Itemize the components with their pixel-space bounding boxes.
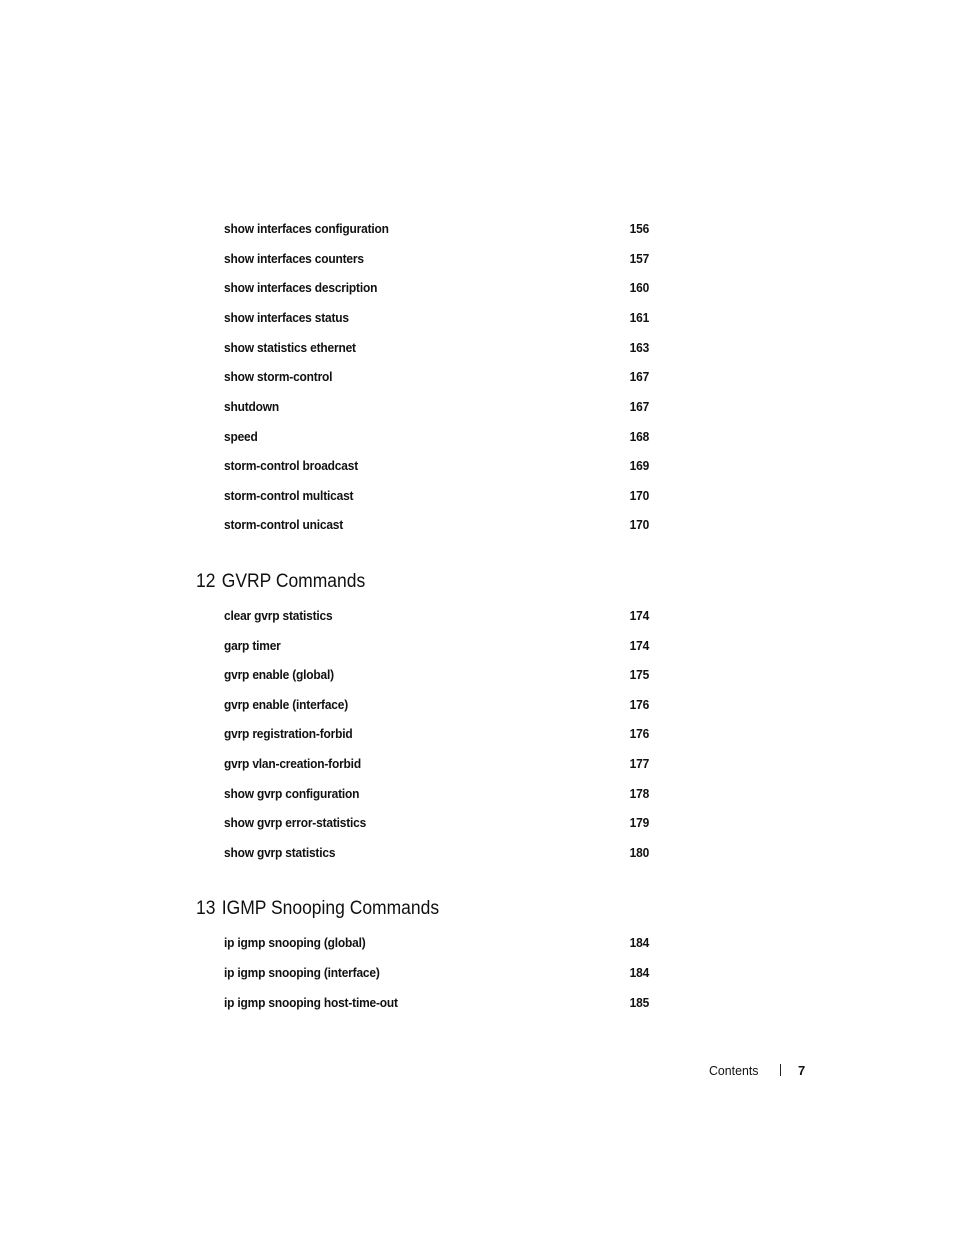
toc-entry[interactable] bbox=[224, 426, 649, 446]
toc-entry-title: gvrp registration-forbid bbox=[224, 725, 353, 741]
toc-entry-title: gvrp enable (global) bbox=[224, 666, 334, 682]
toc-entry[interactable] bbox=[224, 753, 649, 773]
toc-entry-page: 170 bbox=[629, 487, 650, 503]
toc-entry-page: 156 bbox=[629, 220, 650, 236]
chapter-title: IGMP Snooping Commands bbox=[221, 898, 440, 919]
toc-entry[interactable] bbox=[224, 664, 649, 684]
toc-entry[interactable] bbox=[224, 396, 649, 416]
toc-entry[interactable] bbox=[224, 337, 649, 357]
toc-entry-title: show interfaces configuration bbox=[224, 220, 389, 236]
toc-entry-title: show gvrp configuration bbox=[224, 785, 360, 801]
toc-entry-title: speed bbox=[224, 428, 258, 444]
toc-entry[interactable] bbox=[224, 514, 649, 534]
footer-label: Contents bbox=[709, 1062, 759, 1078]
toc-entry-title: show storm-control bbox=[224, 368, 333, 384]
toc-entry-title: show interfaces status bbox=[224, 309, 349, 325]
footer-divider bbox=[780, 1064, 781, 1076]
chapter-number: 13 bbox=[196, 898, 216, 919]
toc-entry-title: ip igmp snooping (interface) bbox=[224, 964, 380, 980]
toc-entry-page: 179 bbox=[629, 814, 650, 830]
chapter-heading[interactable] bbox=[196, 896, 439, 922]
toc-entry-page: 185 bbox=[629, 994, 650, 1010]
chapter-heading[interactable] bbox=[196, 569, 365, 595]
toc-entry-title: gvrp enable (interface) bbox=[224, 696, 349, 712]
toc-entry-page: 176 bbox=[629, 725, 650, 741]
toc-entry-page: 184 bbox=[629, 964, 650, 980]
toc-entry-title: show interfaces description bbox=[224, 279, 378, 295]
toc-entry[interactable] bbox=[224, 992, 649, 1012]
toc-entry-page: 163 bbox=[629, 339, 650, 355]
toc-entry-page: 161 bbox=[629, 309, 650, 325]
toc-entry-page: 157 bbox=[629, 250, 650, 266]
toc-entry-page: 180 bbox=[629, 844, 650, 860]
toc-entry[interactable] bbox=[224, 605, 649, 625]
toc-entry[interactable] bbox=[224, 812, 649, 832]
toc-entry-title: storm-control unicast bbox=[224, 516, 344, 532]
toc-entry-page: 168 bbox=[629, 428, 650, 444]
toc-entry-title: garp timer bbox=[224, 637, 281, 653]
toc-entry[interactable] bbox=[224, 277, 649, 297]
toc-entry[interactable] bbox=[224, 962, 649, 982]
toc-entry[interactable] bbox=[224, 783, 649, 803]
toc-entry[interactable] bbox=[224, 218, 649, 238]
toc-entry-page: 175 bbox=[629, 666, 650, 682]
toc-entry[interactable] bbox=[224, 723, 649, 743]
toc-entry[interactable] bbox=[224, 694, 649, 714]
toc-entry-title: ip igmp snooping (global) bbox=[224, 934, 366, 950]
page-number: 7 bbox=[798, 1062, 806, 1078]
toc-entry-title: show statistics ethernet bbox=[224, 339, 356, 355]
toc-entry-title: show gvrp error-statistics bbox=[224, 814, 367, 830]
toc-entry-page: 177 bbox=[629, 755, 650, 771]
toc-entry[interactable] bbox=[224, 485, 649, 505]
toc-entry-title: storm-control multicast bbox=[224, 487, 354, 503]
toc-entry-page: 174 bbox=[629, 637, 650, 653]
chapter-title: GVRP Commands bbox=[221, 571, 366, 592]
toc-entry-title: clear gvrp statistics bbox=[224, 607, 333, 623]
toc-entry-page: 170 bbox=[629, 516, 650, 532]
chapter-number: 12 bbox=[196, 571, 216, 592]
toc-entry-title: show gvrp statistics bbox=[224, 844, 336, 860]
toc-entry-title: shutdown bbox=[224, 398, 279, 414]
toc-entry-title: ip igmp snooping host-time-out bbox=[224, 994, 398, 1010]
page-footer bbox=[709, 1060, 805, 1080]
toc-entry-page: 178 bbox=[629, 785, 650, 801]
toc-entry[interactable] bbox=[224, 307, 649, 327]
toc-entry[interactable] bbox=[224, 366, 649, 386]
toc-entry-page: 160 bbox=[629, 279, 650, 295]
toc-entry[interactable] bbox=[224, 248, 649, 268]
toc-entry-title: gvrp vlan-creation-forbid bbox=[224, 755, 361, 771]
toc-entry[interactable] bbox=[224, 932, 649, 952]
toc-entry-page: 184 bbox=[629, 934, 650, 950]
toc-entry-page: 169 bbox=[629, 457, 650, 473]
toc-entry-page: 174 bbox=[629, 607, 650, 623]
toc-entry[interactable] bbox=[224, 842, 649, 862]
toc-entry[interactable] bbox=[224, 455, 649, 475]
toc-entry[interactable] bbox=[224, 635, 649, 655]
toc-entry-title: storm-control broadcast bbox=[224, 457, 359, 473]
toc-entry-page: 167 bbox=[629, 368, 650, 384]
toc-entry-title: show interfaces counters bbox=[224, 250, 364, 266]
toc-entry-page: 176 bbox=[629, 696, 650, 712]
toc-entry-page: 167 bbox=[629, 398, 650, 414]
